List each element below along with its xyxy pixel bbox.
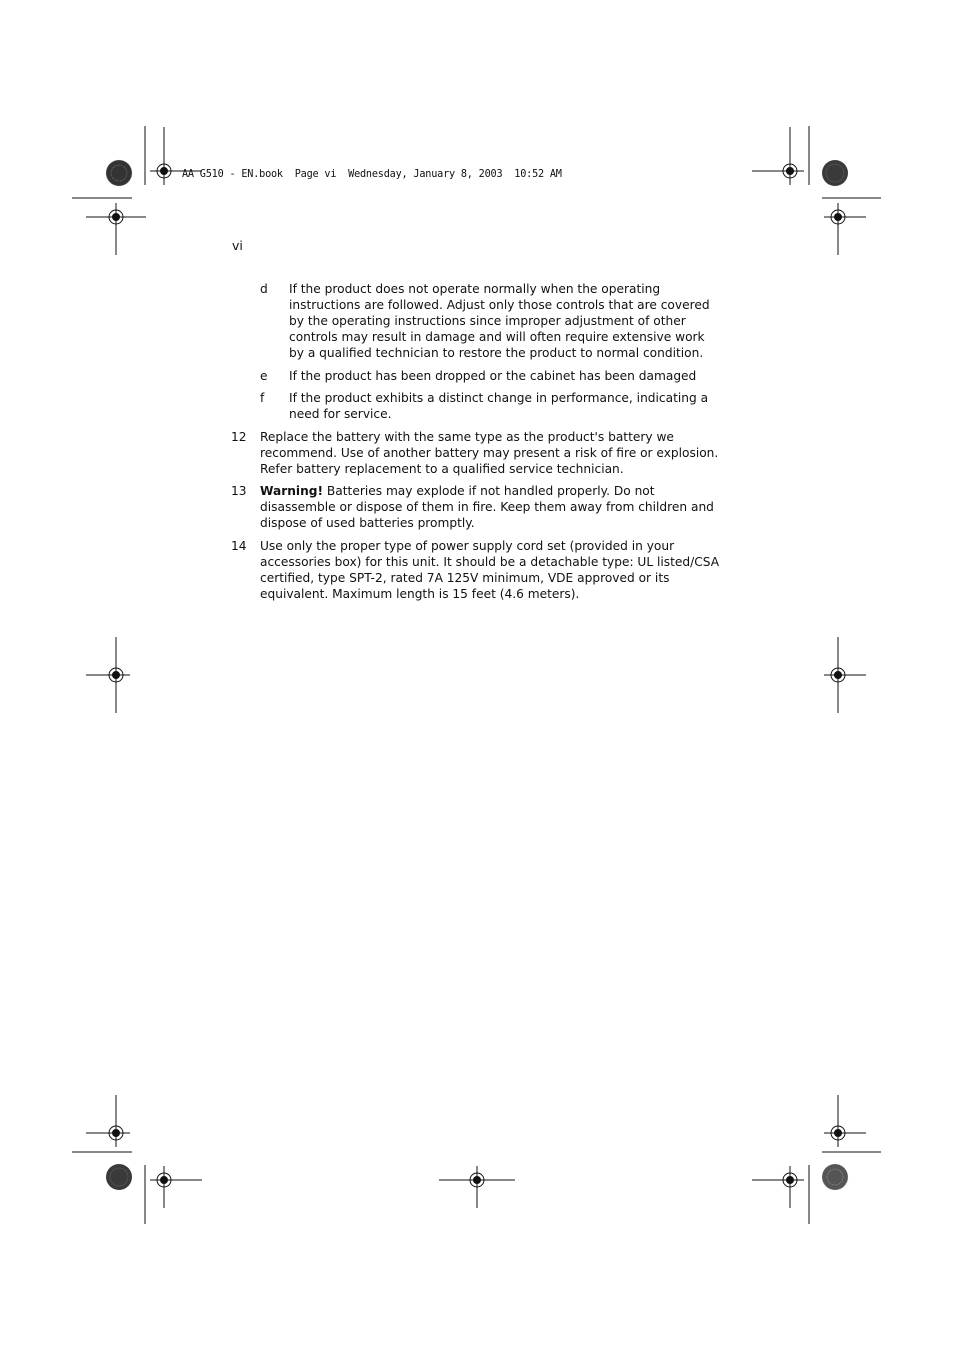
text-line: certified, type SPT-2, rated 7A 125V minimum, VDE approved or its	[260, 571, 670, 585]
text-line: Replace the battery with the same type as the product's battery we	[260, 430, 674, 444]
text-line: disassemble or dispose of them in fire. Keep them away from children and	[260, 500, 714, 514]
list-item	[231, 483, 721, 531]
text-line: If the product exhibits a distinct change in performance, indicating a	[289, 391, 709, 405]
page-number: vi	[232, 238, 243, 253]
text-line: Batteries may explode if not handled properly. Do not	[323, 484, 655, 498]
warning-label: Warning!	[260, 484, 324, 498]
list-item	[260, 368, 720, 384]
list-item	[260, 281, 720, 361]
text-line: need for service.	[289, 407, 392, 421]
list-item	[231, 538, 721, 602]
text-line: recommend. Use of another battery may present a risk of fire or explosion.	[260, 446, 719, 460]
text-line: Refer battery replacement to a qualified service technician.	[260, 462, 624, 476]
item-label: e	[260, 369, 268, 383]
text-line: by the operating instructions since improper adjustment of other	[289, 314, 686, 328]
text-line: by a qualified technician to restore the product to normal condition.	[289, 346, 704, 360]
text-line: equivalent. Maximum length is 15 feet (4.6 meters).	[260, 587, 580, 601]
text-line: If the product has been dropped or the cabinet has been damaged	[289, 369, 697, 383]
text-line: accessories box) for this unit. It should be a detachable type: UL listed/CSA	[260, 555, 720, 569]
item-label: d	[260, 282, 268, 296]
text-line: controls may result in damage and will often require extensive work	[289, 330, 705, 344]
list-item	[260, 390, 720, 422]
item-number: 12	[231, 430, 247, 444]
text-line: Use only the proper type of power supply cord set (provided in your	[260, 539, 675, 553]
list-item	[231, 429, 721, 477]
text-line: dispose of used batteries promptly.	[260, 516, 475, 530]
book-file-header: AA G510 - EN.book Page vi Wednesday, January 8, 2003 10:52 AM	[182, 169, 562, 180]
item-number: 14	[231, 539, 247, 553]
item-number: 13	[231, 484, 247, 498]
item-label: f	[260, 391, 265, 405]
text-line: If the product does not operate normally when the operating	[289, 282, 661, 296]
text-line: instructions are followed. Adjust only those controls that are covered	[289, 298, 710, 312]
